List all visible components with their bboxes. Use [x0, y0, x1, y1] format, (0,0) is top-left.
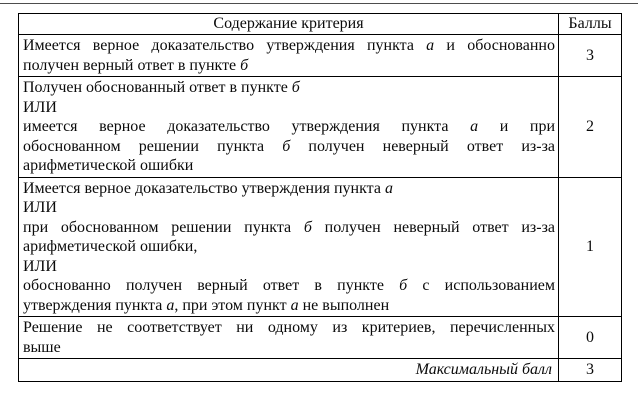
text-line: обоснованно получен верный ответ в пункте б с использованием	[23, 277, 555, 294]
text-line: ИЛИ	[23, 199, 57, 216]
text-line: Решение не соответствует ни одному из критериев, перечисленных	[23, 319, 555, 336]
criteria-cell	[19, 77, 559, 178]
max-score-label-cell	[19, 359, 559, 382]
table-header-row	[19, 14, 622, 35]
text-line: при обоснованном решении пункта б получен неверный ответ из-за	[23, 218, 555, 236]
criteria-row-score-2	[19, 77, 622, 178]
text-line: Имеется верное доказательство утверждения пункта а	[23, 179, 393, 197]
criteria-row-score-1	[19, 177, 622, 317]
text-line: обоснованном решении пункта б получен неверный ответ из-за	[23, 137, 555, 155]
text-line: арифметической ошибки	[23, 157, 194, 174]
criteria-cell	[19, 35, 559, 77]
points-cell: 1	[559, 177, 622, 317]
text-line: Максимальный балл	[415, 361, 552, 378]
criteria-row-score-3	[19, 35, 622, 77]
points-cell: 0	[559, 317, 622, 359]
text-line: ИЛИ	[23, 98, 57, 116]
text-line: имеется верное доказательство утверждения пункта а и при	[23, 118, 556, 135]
criteria-row-score-0	[19, 317, 622, 359]
text-line: получен верный ответ в пункте б	[23, 56, 249, 74]
text-line: Имеется верное доказательство утверждения пункта а и обоснованно	[23, 37, 555, 54]
points-cell: 2	[559, 77, 622, 178]
criteria-cell	[19, 177, 559, 317]
text-line: утверждения пункта а, при этом пункт а не выполнен	[23, 296, 390, 314]
text-line: ИЛИ	[23, 257, 57, 275]
points-cell: 3	[559, 35, 622, 77]
points-column-header: Баллы	[559, 14, 622, 35]
max-score-value-cell: 3	[559, 359, 622, 382]
text-line: арифметической ошибки,	[23, 238, 198, 255]
criteria-table	[18, 13, 622, 382]
text-line: Получен обоснованный ответ в пункте б	[23, 79, 300, 96]
criteria-cell	[19, 317, 559, 359]
text-line: выше	[23, 338, 61, 356]
page-top-rule	[0, 3, 638, 4]
criteria-column-header: Содержание критерия	[19, 14, 559, 35]
max-score-row	[19, 359, 622, 382]
